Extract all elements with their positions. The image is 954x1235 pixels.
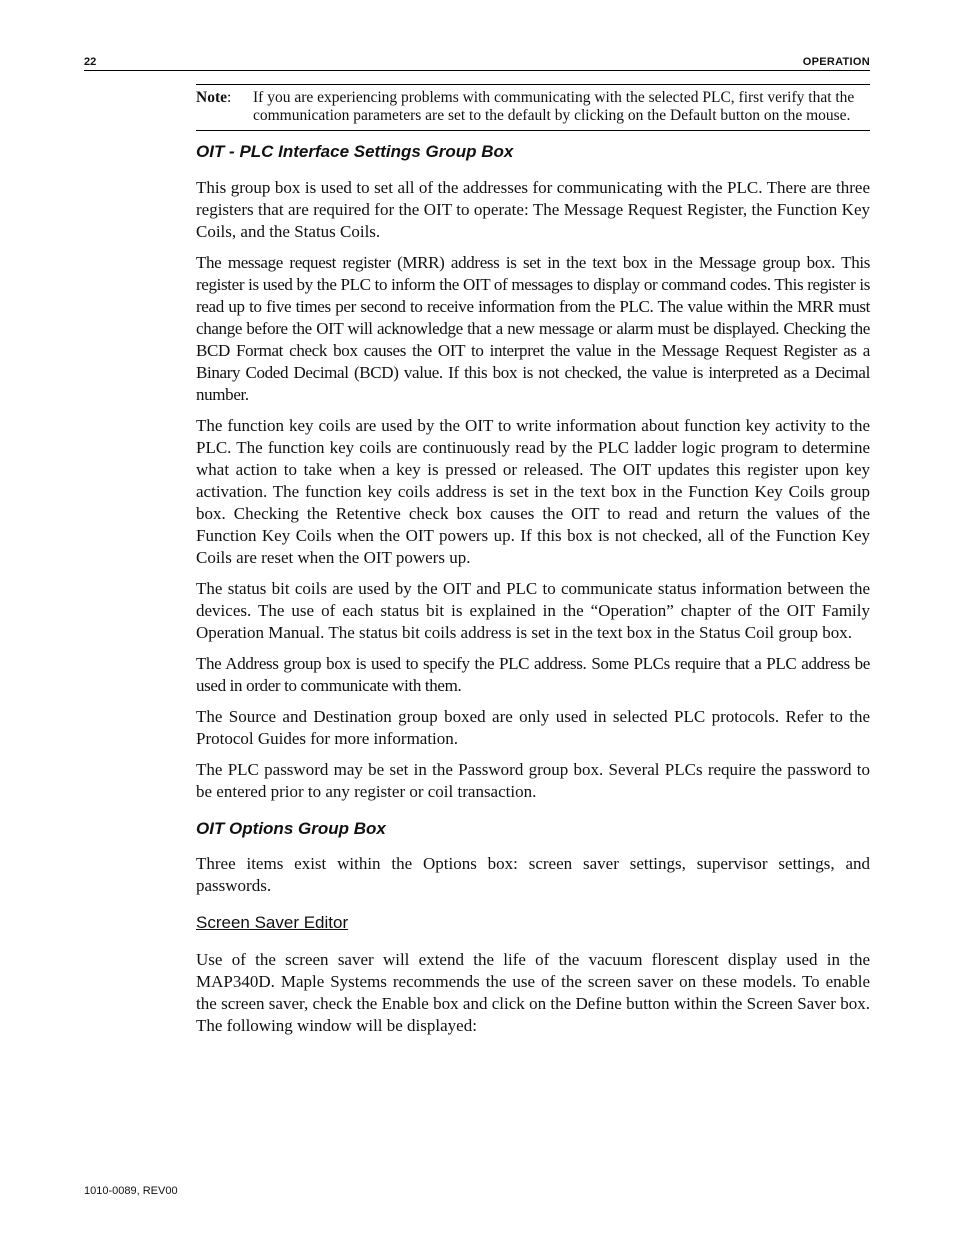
footer-doc-id: 1010-0089, REV00: [84, 1185, 178, 1197]
note-label: Note: [196, 89, 227, 106]
paragraph: The Address group box is used to specify the PLC address. Some PLCs require that a PLC address be used in order to communicate with them.: [196, 654, 870, 695]
paragraph: Use of the screen saver will extend the life of the vacuum florescent display used in the MAP340D. Maple Systems recommends the use of the screen saver on these models. To enable the screen saver, check the Enable box and click on the Define button within the Screen Saver box. The following window will be displayed:: [196, 950, 870, 1035]
paragraph: Three items exist within the Options box: screen saver settings, supervisor settings, and passwords.: [196, 854, 870, 895]
paragraph: The PLC password may be set in the Password group box. Several PLCs require the password to be entered prior to any register or coil transaction.: [196, 760, 870, 801]
paragraph: The message request register (MRR) address is set in the text box in the Message group box. This register is used by the PLC to inform the OIT of messages to display or command codes. This register is read up to five times per second to receive information from the PLC. The value within the MRR must change before the OIT will acknowledge that a new message or alarm must be displayed. Checking the BCD Format check box causes the OIT to interpret the value in the Message Request Register as a Binary Coded Decimal (BCD) value. If this box is not checked, the value is interpreted as a Decimal number.: [196, 253, 870, 404]
section-heading-plc-interface: OIT - PLC Interface Settings Group Box: [196, 142, 514, 161]
note-box: Note: If you are experiencing problems with communicating with the selected PLC, first verify that the communication parameters are set to the default by clicking on the Default button on the mouse.: [196, 84, 870, 131]
paragraph: This group box is used to set all of the addresses for communicating with the PLC. There are three registers that are required for the OIT to operate: The Message Request Register, the Function Key Coils, and the Status Coils.: [196, 178, 870, 241]
paragraph: The status bit coils are used by the OIT and PLC to communicate status information between the devices. The use of each status bit is explained in the “Operation” chapter of the OIT Family Operation Manual. The status bit coils address is set in the text box in the Status Coil group box.: [196, 579, 870, 642]
page-number: 22: [84, 56, 97, 68]
subsection-heading-screen-saver: Screen Saver Editor: [196, 913, 349, 932]
page-content: [196, 84, 870, 1037]
section-title: OPERATION: [802, 56, 870, 68]
paragraph: The Source and Destination group boxed are only used in selected PLC protocols. Refer to the Protocol Guides for more information.: [196, 707, 870, 748]
paragraph: The function key coils are used by the OIT to write information about function key activity to the PLC. The function key coils are continuously read by the PLC ladder logic program to determine what action to take when a key is pressed or released. The OIT updates this register upon key activation. The function key coils address is set in the text box in the Function Key Coils group box. Checking the Retentive check box causes the OIT to read and return the values of the Function Key Coils when the OIT powers up. If this box is not checked, all of the Function Key Coils are reset when the OIT powers up.: [196, 416, 870, 567]
header-rule: [84, 70, 870, 71]
section-heading-options: OIT Options Group Box: [196, 819, 386, 838]
note-text: If you are experiencing problems with communicating with the selected PLC, first verify that the communication parameters are set to the default by clicking on the Default button on the mouse.: [253, 89, 855, 124]
